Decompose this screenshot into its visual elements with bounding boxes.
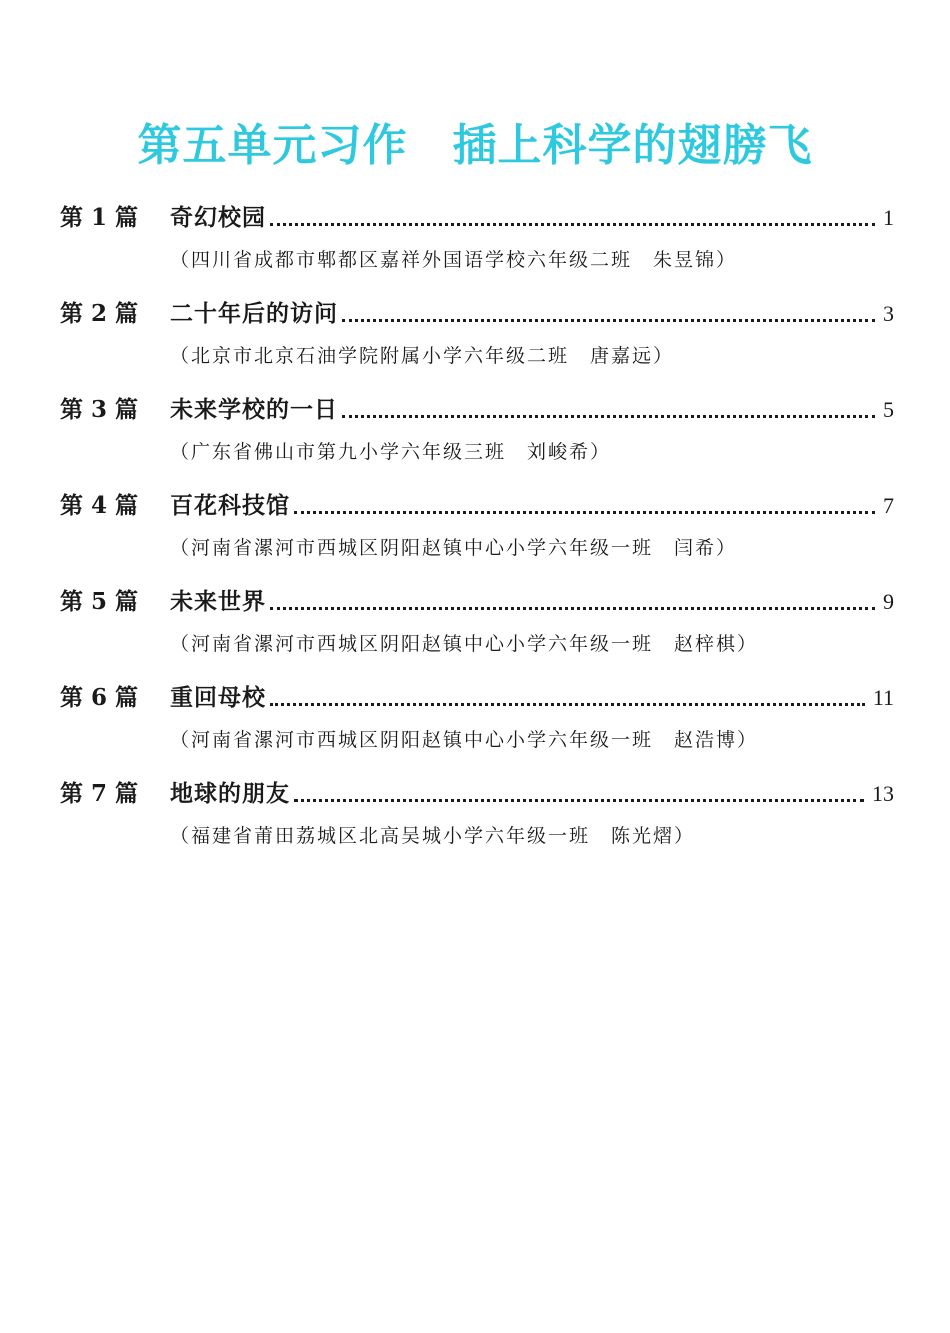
entry-author: （河南省漯河市西城区阴阳赵镇中心小学六年级一班 赵浩博） — [170, 729, 759, 751]
table-of-contents — [60, 196, 894, 868]
toc-entry[interactable] — [60, 676, 894, 772]
toc-entry[interactable] — [60, 388, 894, 484]
toc-entry[interactable] — [60, 484, 894, 580]
entry-page-number: 1 — [883, 205, 894, 230]
entry-page-number: 13 — [872, 781, 894, 806]
entry-number: 第 1 篇 — [60, 204, 139, 231]
entry-page-number: 5 — [883, 397, 894, 422]
dot-leader — [294, 511, 875, 514]
entry-author: （北京市北京石油学院附属小学六年级二班 唐嘉远） — [170, 345, 675, 367]
toc-entry-line — [60, 772, 894, 816]
dot-leader — [270, 703, 865, 706]
toc-entry-line — [60, 388, 894, 432]
entry-page-number: 3 — [883, 301, 894, 326]
entry-title: 地球的朋友 — [170, 780, 290, 807]
entry-number: 第 6 篇 — [60, 684, 139, 711]
entry-title: 未来学校的一日 — [170, 396, 338, 423]
entry-title: 奇幻校园 — [170, 204, 266, 231]
entry-author: （福建省莆田荔城区北高吴城小学六年级一班 陈光熠） — [170, 825, 696, 847]
entry-number: 第 7 篇 — [60, 780, 139, 807]
entry-number: 第 4 篇 — [60, 492, 139, 519]
toc-entry[interactable] — [60, 580, 894, 676]
entry-number: 第 3 篇 — [60, 396, 139, 423]
toc-entry[interactable] — [60, 772, 894, 868]
toc-entry-line — [60, 292, 894, 336]
toc-entry-line — [60, 676, 894, 720]
toc-entry[interactable] — [60, 292, 894, 388]
dot-leader — [342, 415, 875, 418]
entry-title: 二十年后的访问 — [170, 300, 338, 327]
entry-author: （河南省漯河市西城区阴阳赵镇中心小学六年级一班 闫希） — [170, 537, 738, 559]
entry-number: 第 5 篇 — [60, 588, 139, 615]
entry-title: 百花科技馆 — [170, 492, 290, 519]
toc-entry-line — [60, 196, 894, 240]
toc-entry-line — [60, 580, 894, 624]
entry-author: （河南省漯河市西城区阴阳赵镇中心小学六年级一班 赵梓棋） — [170, 633, 759, 655]
toc-entry-line — [60, 484, 894, 528]
dot-leader — [270, 223, 875, 226]
dot-leader — [342, 319, 875, 322]
entry-title: 重回母校 — [170, 684, 266, 711]
entry-author: （广东省佛山市第九小学六年级三班 刘峻希） — [170, 441, 612, 463]
entry-page-number: 9 — [883, 589, 894, 614]
entry-page-number: 11 — [872, 685, 894, 710]
entry-page-number: 7 — [883, 493, 894, 518]
dot-leader — [270, 607, 875, 610]
entry-title: 未来世界 — [170, 588, 266, 615]
toc-entry[interactable] — [60, 196, 894, 292]
entry-number: 第 2 篇 — [60, 300, 139, 327]
entry-author: （四川省成都市郫都区嘉祥外国语学校六年级二班 朱昱锦） — [170, 249, 738, 271]
dot-leader — [294, 799, 864, 802]
page-title: 第五单元习作 插上科学的翅膀飞 — [137, 120, 813, 171]
